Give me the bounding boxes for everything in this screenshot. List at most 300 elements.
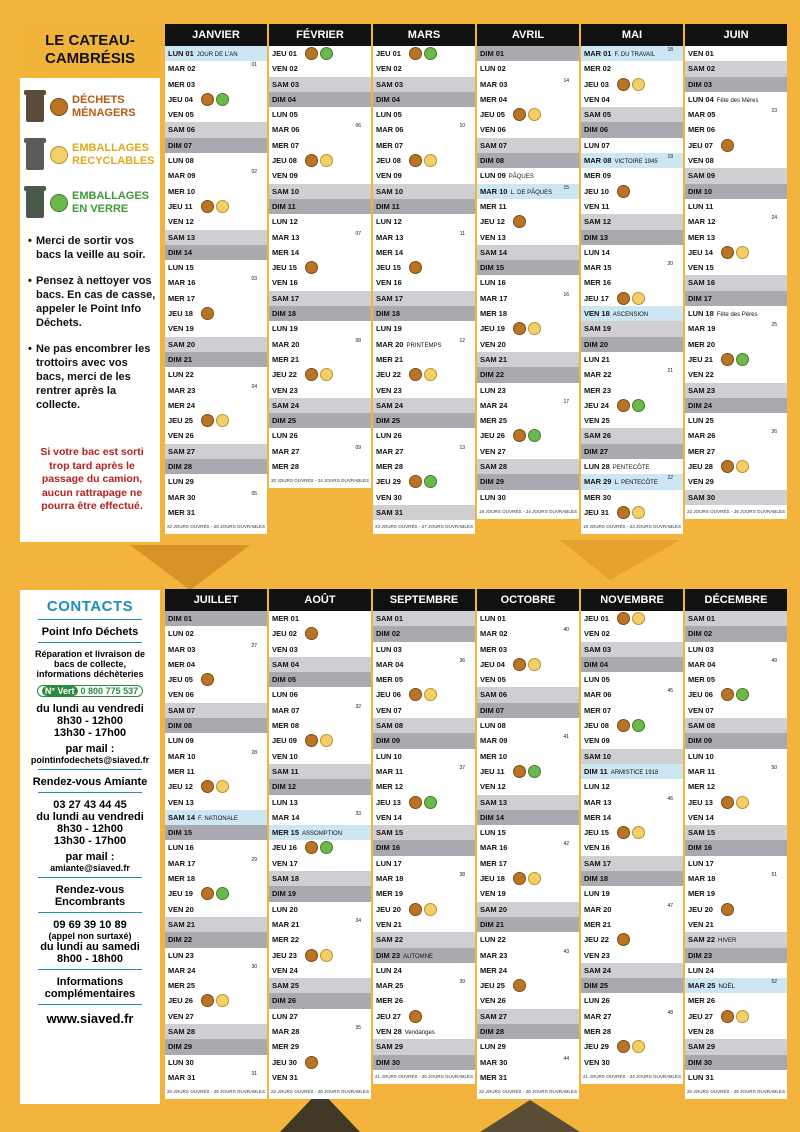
weekday-label: DIM <box>584 125 598 135</box>
day-row <box>269 122 371 137</box>
day-number: 29 <box>706 1042 716 1052</box>
day-number: 23 <box>393 385 402 395</box>
day-row <box>165 367 267 382</box>
weekday-label: SAM <box>688 278 705 288</box>
day-number: 01 <box>394 614 404 623</box>
weekday-label: DIM <box>168 247 182 257</box>
month-days <box>165 611 267 1085</box>
weekday-label: MER <box>480 416 497 426</box>
day-row <box>373 963 475 978</box>
day-row <box>165 733 267 748</box>
info-line-2: complémentaires <box>44 988 136 1000</box>
day-number: 12 <box>496 217 505 227</box>
day-row <box>373 1024 475 1039</box>
day-number: 11 <box>184 201 193 211</box>
month-column <box>165 24 267 534</box>
day-row <box>373 214 475 229</box>
weekday-label: DIM <box>480 477 494 487</box>
weekday-label: LUN <box>168 370 184 380</box>
day-row <box>165 383 267 398</box>
day-row <box>477 795 579 810</box>
day-row <box>685 260 787 275</box>
month-footer: 22 JOURS OUVRÉS - 26 JOURS OUVRABLES <box>477 1085 579 1099</box>
weekday-label: JEU <box>168 201 183 211</box>
day-number: 07 <box>495 705 505 715</box>
weekday-label: SAM <box>480 140 497 150</box>
green-pickup-icon <box>320 47 333 60</box>
day-row <box>581 367 683 382</box>
day-row <box>373 77 475 92</box>
day-row <box>165 275 267 290</box>
brown-pickup-icon <box>721 688 734 701</box>
weekday-label: MER <box>480 965 497 975</box>
day-number: 13 <box>497 232 506 242</box>
weekday-label: SAM <box>272 981 289 991</box>
green-pickup-icon <box>736 353 749 366</box>
week-number: 35 <box>355 1025 361 1032</box>
day-event: PÂQUES <box>508 174 534 181</box>
yellow-pickup-icon <box>736 246 749 259</box>
day-row <box>373 337 475 352</box>
weekday-label: VEN <box>272 1072 288 1082</box>
weekday-label: VEN <box>376 492 392 502</box>
day-number: 29 <box>290 1042 300 1052</box>
day-number: 14 <box>601 247 610 257</box>
day-row <box>165 672 267 687</box>
day-row <box>269 153 371 168</box>
day-number: 26 <box>601 996 610 1006</box>
pickup-dots <box>409 688 439 702</box>
weekday-label: MER <box>272 721 289 731</box>
day-row <box>477 764 579 779</box>
day-row <box>477 948 579 963</box>
brown-pickup-icon <box>617 612 630 625</box>
day-number: 21 <box>291 919 300 929</box>
weekday-label: VEN <box>376 64 392 74</box>
day-number: 30 <box>601 1057 610 1067</box>
day-number: 14 <box>498 247 508 257</box>
weekday-label: LUN <box>480 278 496 288</box>
weekday-label: MER <box>168 874 185 884</box>
nvert-number: 0 800 775 537 <box>80 686 139 696</box>
green-pickup-icon <box>216 93 229 106</box>
day-row <box>581 107 683 122</box>
weekday-label: DIM <box>480 1027 494 1037</box>
weekday-label: VEN <box>272 64 288 74</box>
day-number: 23 <box>499 950 508 960</box>
day-row <box>165 214 267 229</box>
day-number: 10 <box>602 751 612 761</box>
day-row <box>581 153 683 168</box>
weekday-label: JEU <box>376 370 391 380</box>
day-number: 16 <box>706 278 716 288</box>
weekday-label: JEU <box>584 828 599 838</box>
divider <box>38 877 142 878</box>
day-number: 28 <box>393 1027 402 1037</box>
weekday-label: SAM <box>688 171 705 181</box>
weekday-label: MAR <box>168 965 186 975</box>
day-row <box>685 917 787 932</box>
day-row <box>165 978 267 993</box>
day-row <box>269 245 371 260</box>
week-number: 20 <box>667 261 673 268</box>
pickup-dots <box>617 292 647 306</box>
weekday-label: MER <box>168 186 185 196</box>
weekday-label: SAM <box>584 110 601 120</box>
week-number: 41 <box>563 734 569 741</box>
pid-days: du lundi au vendredi <box>36 703 144 715</box>
day-row <box>581 795 683 810</box>
day-row <box>373 840 475 855</box>
week-number: 21 <box>667 368 673 375</box>
amiante-title: Rendez-vous Amiante <box>32 776 148 788</box>
brown-pickup-icon <box>617 826 630 839</box>
weekday-label: MER <box>584 1027 601 1037</box>
town-title-line2: CAMBRÉSIS <box>44 50 135 67</box>
weekday-label: LUN <box>376 217 392 227</box>
day-number: 31 <box>289 1072 298 1082</box>
weekday-label: JEU <box>168 782 183 792</box>
day-row <box>269 321 371 336</box>
weekday-label: LUN <box>584 675 600 685</box>
day-row <box>477 1055 579 1070</box>
day-number: 06 <box>185 690 194 700</box>
day-row <box>269 138 371 153</box>
month-column <box>477 589 579 1099</box>
weekday-label: JEU <box>584 935 599 945</box>
day-event: JOUR DE L'AN <box>196 52 238 58</box>
day-row <box>269 611 371 626</box>
brown-pickup-icon <box>201 414 214 427</box>
day-number: 25 <box>705 416 714 426</box>
day-row <box>581 978 683 993</box>
day-number: 07 <box>704 140 713 150</box>
weekday-label: DIM <box>272 996 286 1006</box>
brown-pickup-icon <box>513 658 526 671</box>
day-row <box>373 657 475 672</box>
numero-vert[interactable] <box>37 685 143 697</box>
day-row <box>165 764 267 779</box>
day-row <box>269 46 371 61</box>
weekday-label: MER <box>376 996 393 1006</box>
weekday-label: VEN <box>272 965 288 975</box>
day-row <box>373 153 475 168</box>
weekday-label: DIM <box>168 614 182 623</box>
day-row <box>269 337 371 352</box>
day-row <box>477 779 579 794</box>
day-row <box>373 260 475 275</box>
day-number: 08 <box>706 721 716 731</box>
pickup-dots <box>617 1040 647 1054</box>
pickup-dots <box>409 1010 424 1024</box>
yellow-pickup-icon <box>632 78 645 91</box>
weekday-label: SAM <box>376 935 393 945</box>
weekday-label: MER <box>272 935 289 945</box>
day-row <box>685 795 787 810</box>
brown-pickup-icon <box>721 246 734 259</box>
day-row <box>685 718 787 733</box>
day-number: 19 <box>394 889 404 899</box>
day-row <box>269 825 371 840</box>
day-row <box>685 1055 787 1070</box>
day-row <box>165 886 267 901</box>
week-number: 36 <box>459 657 465 664</box>
weekday-label: DIM <box>688 400 702 410</box>
weekday-label: JEU <box>480 981 495 991</box>
day-row <box>581 413 683 428</box>
weekday-label: JEU <box>688 797 703 807</box>
day-row <box>165 1009 267 1024</box>
day-number: 08 <box>183 721 193 731</box>
week-number: 50 <box>771 764 777 771</box>
weekday-label: JEU <box>376 1011 391 1021</box>
day-number: 10 <box>289 751 298 761</box>
day-row <box>685 367 787 382</box>
day-row <box>477 352 579 367</box>
pid-desc: Réparation et livraison de bacs de collecte, informations déchèteries <box>34 649 146 679</box>
brown-pickup-icon <box>305 368 318 381</box>
weekday-label: MER <box>688 339 705 349</box>
day-number: 05 <box>602 110 612 120</box>
day-row <box>165 444 267 459</box>
day-row <box>581 168 683 183</box>
day-number: 14 <box>394 247 404 257</box>
day-number: 06 <box>706 125 716 135</box>
day-row <box>477 978 579 993</box>
week-number: 25 <box>771 322 777 329</box>
day-number: 06 <box>603 690 612 700</box>
day-number: 24 <box>393 965 402 975</box>
weekday-label: DIM <box>480 156 494 166</box>
day-number: 18 <box>601 309 610 319</box>
month-footer: 20 JOURS OUVRÉS - 24 JOURS OUVRABLES <box>269 474 371 488</box>
day-row <box>269 1070 371 1085</box>
weekday-label: VEN <box>480 889 496 899</box>
day-row <box>477 490 579 505</box>
day-row <box>477 459 579 474</box>
amiante-phone[interactable]: 03 27 43 44 45 <box>53 799 127 811</box>
weekday-label: VEN <box>584 736 600 746</box>
legend-item-verre <box>24 186 158 230</box>
brown-bin-icon <box>26 94 44 122</box>
weekday-label: MAR <box>376 766 394 776</box>
day-row <box>685 168 787 183</box>
encombrants-hours: 8h00 - 18h00 <box>56 953 124 965</box>
day-number: 22 <box>705 370 714 380</box>
day-number: 29 <box>705 477 714 487</box>
weekday-label: MER <box>168 507 185 517</box>
weekday-label: SAM <box>480 247 497 257</box>
weekday-label: VEN <box>688 919 704 929</box>
day-row <box>685 306 787 321</box>
month-days <box>581 46 683 520</box>
pickup-dots <box>305 627 320 641</box>
weekday-label: VEN <box>480 339 496 349</box>
green-pickup-icon <box>424 47 437 60</box>
legend-label: EMBALLAGES EN VERRE <box>72 190 149 215</box>
day-number: 30 <box>288 1057 297 1067</box>
encombrants-phone[interactable]: 09 69 39 10 89 <box>53 919 127 931</box>
pickup-dots <box>617 719 647 733</box>
week-number: 22 <box>667 475 673 482</box>
day-row <box>581 1024 683 1039</box>
day-number: 21 <box>705 919 714 929</box>
day-row <box>685 153 787 168</box>
day-row <box>581 490 683 505</box>
day-row <box>685 672 787 687</box>
yellow-pickup-icon <box>216 780 229 793</box>
day-row <box>581 749 683 764</box>
day-row <box>477 337 579 352</box>
decorative-triangle <box>130 545 250 590</box>
day-number: 20 <box>186 339 196 349</box>
weekday-label: DIM <box>584 766 598 776</box>
weekday-label: SAM <box>480 797 497 807</box>
weekday-label: LUN <box>480 935 496 945</box>
weekday-label: DIM <box>376 309 390 319</box>
month-days <box>685 46 787 505</box>
brown-pickup-icon <box>409 368 422 381</box>
day-number: 23 <box>497 385 506 395</box>
day-row <box>685 474 787 489</box>
day-number: 11 <box>287 201 296 211</box>
day-event: F. NATIONALE <box>198 815 238 822</box>
amiante-mail-link[interactable]: amiante@siaved.fr <box>50 863 130 873</box>
contacts-panel <box>20 590 160 1104</box>
brown-pickup-icon <box>513 429 526 442</box>
day-event: ARMISTICE 1918 <box>610 769 659 776</box>
day-row <box>269 795 371 810</box>
brown-pickup-icon <box>201 200 214 213</box>
day-row <box>165 795 267 810</box>
pickup-dots <box>409 154 439 168</box>
day-row <box>269 275 371 290</box>
weekday-label: JEU <box>272 370 287 380</box>
yellow-pickup-icon <box>528 658 541 671</box>
day-row <box>269 687 371 702</box>
day-number: 19 <box>601 889 610 899</box>
day-row <box>685 383 787 398</box>
day-number: 17 <box>393 858 402 868</box>
brown-pickup-icon <box>617 78 630 91</box>
weekday-label: DIM <box>584 981 598 991</box>
yellow-dot-icon <box>50 146 68 164</box>
weekday-label: VEN <box>272 278 288 288</box>
day-number: 17 <box>289 858 298 868</box>
day-number: 24 <box>499 400 508 410</box>
day-number: 21 <box>495 919 505 929</box>
day-row <box>373 367 475 382</box>
weekday-label: MER <box>584 171 601 181</box>
weekday-label: MAR <box>584 690 602 700</box>
weekday-label: MER <box>272 354 289 364</box>
day-row <box>373 917 475 932</box>
weekday-label: JEU <box>168 889 183 899</box>
day-number: 24 <box>498 965 508 975</box>
day-row <box>373 856 475 871</box>
pickup-dots <box>513 872 543 886</box>
day-row <box>685 352 787 367</box>
pickup-dots <box>305 734 335 748</box>
day-row <box>165 199 267 214</box>
encombrants-title-2: Encombrants <box>54 896 126 908</box>
weekday-label: SAM <box>272 659 289 669</box>
weekday-label: JEU <box>688 140 703 150</box>
pid-mail-link[interactable]: pointinfodechets@siaved.fr <box>30 755 150 765</box>
weekday-label: MAR <box>480 186 498 196</box>
day-number: 10 <box>186 186 196 196</box>
week-number: 43 <box>563 948 569 955</box>
day-number: 11 <box>186 766 195 776</box>
day-row <box>477 718 579 733</box>
day-number: 20 <box>706 339 716 349</box>
day-number: 02 <box>703 629 713 639</box>
day-number: 15 <box>603 263 612 273</box>
weekday-label: VEN <box>168 431 184 441</box>
day-row <box>477 275 579 290</box>
day-row <box>373 92 475 107</box>
weekday-label: MAR <box>584 477 602 487</box>
day-number: 19 <box>185 324 194 334</box>
day-row <box>685 856 787 871</box>
day-row <box>373 352 475 367</box>
week-number: 32 <box>355 703 361 710</box>
day-row <box>373 871 475 886</box>
weekday-label: DIM <box>584 339 598 349</box>
day-number: 05 <box>706 675 716 685</box>
day-row <box>373 184 475 199</box>
month-footer: 22 JOURS OUVRÉS - 26 JOURS OUVRABLES <box>165 520 267 534</box>
day-number: 02 <box>602 64 612 74</box>
weekday-label: DIM <box>688 293 702 303</box>
website-link[interactable]: www.siaved.fr <box>46 1011 134 1026</box>
weekday-label: LUN <box>376 751 392 761</box>
day-number: 13 <box>291 232 300 242</box>
day-row <box>581 337 683 352</box>
day-row <box>581 902 683 917</box>
brown-pickup-icon <box>201 994 214 1007</box>
day-number: 19 <box>393 324 402 334</box>
day-number: 26 <box>393 431 402 441</box>
yellow-pickup-icon <box>320 949 333 962</box>
weekday-label: VEN <box>584 843 600 853</box>
day-event: Fête des Mères <box>716 97 759 104</box>
day-number: 27 <box>603 1011 612 1021</box>
weekday-label: LUN <box>480 64 496 74</box>
day-number: 11 <box>496 766 505 776</box>
weekday-label: LUN <box>272 690 288 700</box>
weekday-label: MAR <box>272 339 290 349</box>
day-number: 02 <box>391 629 401 639</box>
day-number: 30 <box>602 492 612 502</box>
week-number: 02 <box>251 169 257 176</box>
day-row <box>477 92 579 107</box>
day-number: 16 <box>393 278 402 288</box>
day-number: 02 <box>601 629 610 639</box>
weekday-label: JEU <box>480 110 495 120</box>
day-event: ASSOMPTION <box>302 831 343 838</box>
day-number: 13 <box>706 232 716 242</box>
weekday-label: DIM <box>168 935 182 945</box>
day-row <box>269 978 371 993</box>
weekday-label: MER <box>688 782 705 792</box>
pickup-dots <box>201 673 216 687</box>
week-number: 12 <box>459 337 465 344</box>
green-dot-icon <box>50 194 68 212</box>
day-number: 31 <box>186 507 196 517</box>
day-number: 06 <box>291 125 300 135</box>
day-number: 22 <box>288 370 297 380</box>
